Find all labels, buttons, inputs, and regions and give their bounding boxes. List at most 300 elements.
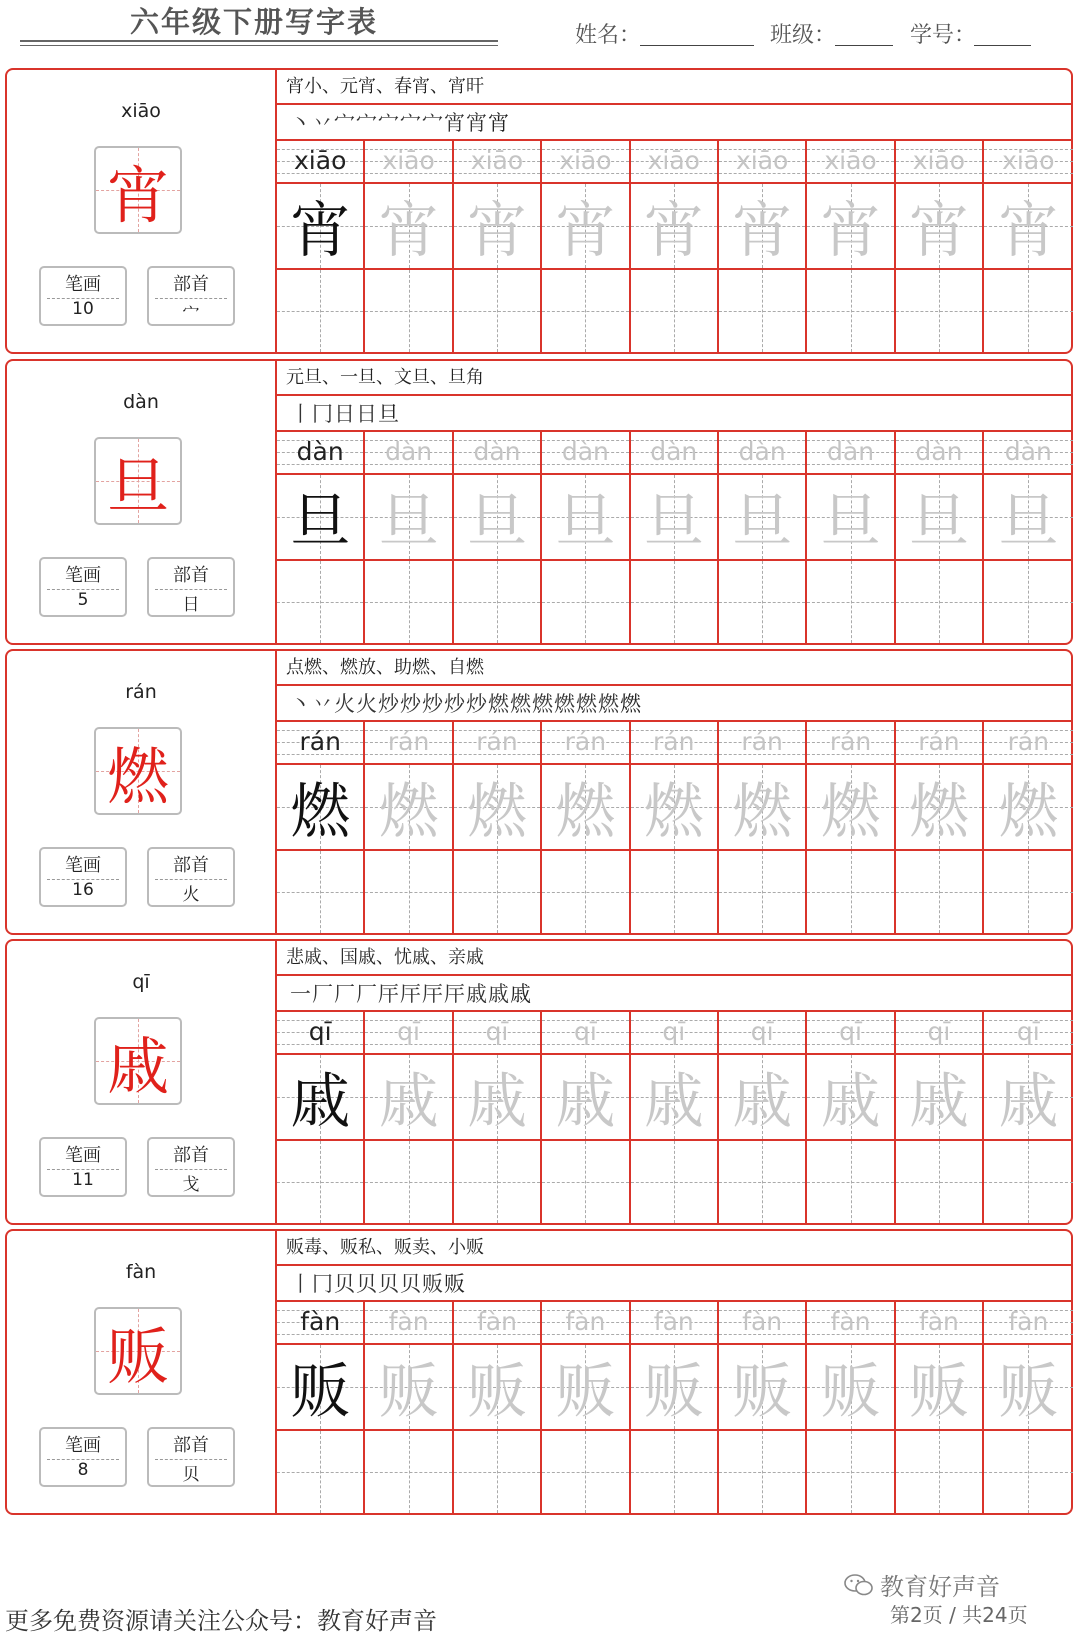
practice-cell[interactable] (631, 561, 719, 643)
char-text: 燃 (820, 777, 881, 847)
practice-cell[interactable] (719, 270, 807, 352)
stroke-step: 戚 (488, 982, 510, 1006)
pinyin-trace-cell[interactable] (807, 722, 895, 763)
char-trace-cell[interactable] (365, 475, 453, 559)
pinyin-text: rán (299, 727, 341, 756)
radical-value: 宀 (182, 304, 200, 324)
pinyin-trace-cell[interactable] (719, 1302, 807, 1343)
stroke-order (277, 1266, 1073, 1302)
pinyin-trace-cell[interactable] (807, 432, 895, 473)
pinyin-text: dàn (738, 437, 786, 466)
practice-cell[interactable] (542, 561, 630, 643)
pinyin-text: rán (653, 727, 695, 756)
char-trace-cell[interactable] (984, 1055, 1072, 1139)
stroke-step: 贝 (400, 1272, 422, 1296)
pinyin-trace-cell[interactable] (719, 1012, 807, 1053)
pinyin-text: rán (829, 727, 872, 756)
practice-cell[interactable] (631, 1431, 719, 1513)
char-trace-cell[interactable] (631, 475, 719, 559)
stroke-step: 丷 (312, 111, 334, 135)
pinyin-trace-cell[interactable] (365, 432, 453, 473)
char-trace-cell[interactable] (984, 1345, 1072, 1429)
pinyin-trace-cell[interactable] (896, 1302, 984, 1343)
char-trace-cell[interactable] (896, 1345, 984, 1429)
practice-cell[interactable] (365, 851, 453, 933)
pinyin-text: fàn (742, 1307, 783, 1336)
pinyin-text: xiāo (470, 146, 524, 175)
pinyin-text: rán (741, 727, 783, 756)
char-trace-cell[interactable] (719, 184, 807, 268)
pinyin-sample (277, 432, 365, 473)
radical-label: 部首 (173, 565, 209, 586)
stroke-step: 贝 (334, 1272, 356, 1296)
char-trace-cell[interactable] (984, 184, 1072, 268)
practice-cell[interactable] (365, 1431, 453, 1513)
practice-cell[interactable] (807, 1431, 895, 1513)
char-text: 贩 (998, 1357, 1059, 1427)
pinyin-text: xiāo (647, 146, 700, 175)
pinyin-sample (277, 141, 365, 182)
char-trace-cell[interactable] (631, 1055, 719, 1139)
stroke-step: 厈 (444, 982, 466, 1006)
char-text: 旦 (998, 487, 1059, 557)
char-trace-cell[interactable] (542, 1055, 630, 1139)
pinyin-trace-cell[interactable] (631, 1012, 719, 1053)
pinyin-text: xiāo (824, 146, 877, 175)
stroke-step: 厂 (356, 982, 378, 1006)
stroke-step: 燃 (532, 692, 554, 716)
practice-cell[interactable] (719, 1141, 807, 1223)
practice-cell[interactable] (984, 1431, 1072, 1513)
pinyin-trace-cell[interactable] (984, 722, 1072, 763)
practice-cell[interactable] (542, 270, 630, 352)
practice-cell[interactable] (984, 270, 1072, 352)
char-text: 旦 (466, 487, 527, 557)
stroke-step: 冂 (312, 1272, 334, 1296)
practice-cell[interactable] (365, 561, 453, 643)
practice-cell[interactable] (631, 851, 719, 933)
stroke-order (277, 396, 1073, 432)
pinyin-trace-cell[interactable] (542, 722, 630, 763)
char-text: 戚 (908, 1067, 969, 1137)
strokes-box (39, 1137, 127, 1197)
practice-cell[interactable] (454, 1141, 542, 1223)
practice-cell[interactable] (896, 561, 984, 643)
practice-cell[interactable] (454, 270, 542, 352)
char-text: 旦 (378, 487, 439, 557)
practice-cell[interactable] (719, 851, 807, 933)
pinyin-trace-cell[interactable] (719, 432, 807, 473)
trace-row (277, 475, 1073, 561)
brand-watermark (844, 1567, 1000, 1602)
char-trace-cell[interactable] (984, 765, 1072, 849)
char-text: 燃 (643, 777, 704, 847)
stroke-step: 一 (290, 982, 312, 1006)
char-text: 宵 (908, 196, 969, 266)
pinyin-text: xiāo (294, 146, 347, 175)
practice-cell[interactable] (365, 1141, 453, 1223)
stroke-step: 丷 (312, 692, 334, 716)
pinyin-text: fàn (476, 1307, 517, 1336)
char-text: 旦 (820, 487, 881, 557)
stroke-step: 贩 (422, 1272, 444, 1296)
pinyin-trace-cell[interactable] (542, 1012, 630, 1053)
char-text: 旦 (555, 487, 616, 557)
char-trace-cell[interactable] (454, 1345, 542, 1429)
pinyin-text: fàn (388, 1307, 429, 1336)
practice-cell[interactable] (277, 851, 365, 933)
char-trace-cell[interactable] (896, 1055, 984, 1139)
char-trace-cell[interactable] (542, 475, 630, 559)
char-trace-cell[interactable] (896, 184, 984, 268)
practice-panel (275, 70, 1071, 352)
char-text: 旦 (732, 487, 793, 557)
char-text: 旦 (643, 487, 704, 557)
pinyin-trace-cell[interactable] (896, 1012, 984, 1053)
practice-cell[interactable] (277, 561, 365, 643)
pinyin-text: fàn (653, 1307, 694, 1336)
practice-cell[interactable] (807, 851, 895, 933)
pinyin-text: qī (308, 1017, 332, 1046)
char-text: 宵 (998, 196, 1059, 266)
pinyin-trace-cell[interactable] (365, 722, 453, 763)
stroke-step-final: 旦 (378, 402, 400, 426)
char-text: 贩 (643, 1357, 704, 1427)
blank-row (277, 1141, 1073, 1223)
char-display (94, 1307, 182, 1395)
practice-cell[interactable] (896, 1141, 984, 1223)
pinyin-trace-cell[interactable] (896, 141, 984, 182)
number-field[interactable] (974, 45, 1031, 46)
pinyin-trace-cell[interactable] (365, 1302, 453, 1343)
radical-label: 部首 (173, 855, 209, 876)
stroke-step: 厂 (334, 982, 356, 1006)
pinyin-trace-cell[interactable] (542, 1302, 630, 1343)
pinyin-trace-cell[interactable] (631, 1302, 719, 1343)
practice-cell[interactable] (542, 851, 630, 933)
main-character: 宵 (106, 158, 169, 232)
stroke-order (277, 105, 1073, 141)
practice-cell[interactable] (896, 270, 984, 352)
stroke-step: 炒 (378, 692, 400, 716)
trace-row (277, 184, 1073, 270)
pinyin-text: qī (927, 1017, 951, 1046)
char-text: 戚 (378, 1067, 439, 1137)
brand-name: 教育好声音 (880, 1573, 1000, 1601)
pinyin-sample (277, 722, 365, 763)
stroke-step: 火 (334, 692, 356, 716)
char-text: 宵 (290, 196, 351, 266)
practice-cell[interactable] (719, 1431, 807, 1513)
char-trace-cell[interactable] (454, 184, 542, 268)
pinyin-trace-cell[interactable] (984, 1012, 1072, 1053)
char-trace-cell[interactable] (542, 1345, 630, 1429)
practice-cell[interactable] (542, 1141, 630, 1223)
pinyin-trace-cell[interactable] (365, 1012, 453, 1053)
pinyin-trace-cell[interactable] (719, 722, 807, 763)
stroke-step: 燃 (488, 692, 510, 716)
pinyin-trace-cell[interactable] (631, 722, 719, 763)
page-title: 六年级下册写字表 (130, 5, 379, 39)
stroke-step-final: 宵 (488, 111, 510, 135)
pinyin-sample (277, 1012, 365, 1053)
wechat-icon (844, 1573, 874, 1597)
practice-cell[interactable] (454, 1431, 542, 1513)
char-trace-cell[interactable] (631, 765, 719, 849)
pinyin-text: fàn (1008, 1307, 1049, 1336)
char-text: 戚 (466, 1067, 527, 1137)
char-text: 贩 (732, 1357, 793, 1427)
pinyin-trace-cell[interactable] (807, 141, 895, 182)
pinyin-trace-cell[interactable] (807, 1302, 895, 1343)
stroke-step: 宵 (466, 111, 488, 135)
practice-cell[interactable] (984, 1141, 1072, 1223)
practice-cell[interactable] (896, 1431, 984, 1513)
pinyin-text: dàn (827, 437, 875, 466)
char-display (94, 1017, 182, 1105)
practice-cell[interactable] (277, 1141, 365, 1223)
blank-row (277, 851, 1073, 933)
char-trace-cell[interactable] (454, 1055, 542, 1139)
char-sample (277, 1345, 365, 1429)
char-text: 旦 (290, 487, 351, 557)
pinyin-trace-cell[interactable] (365, 141, 453, 182)
stroke-step: 宀 (378, 111, 400, 135)
pinyin-row (277, 141, 1073, 184)
character-info (7, 361, 275, 643)
char-trace-cell[interactable] (896, 765, 984, 849)
stroke-step-final: 戚 (510, 982, 532, 1006)
char-text: 贩 (820, 1357, 881, 1427)
practice-cell[interactable] (984, 561, 1072, 643)
name-label: 姓名： (575, 23, 642, 48)
char-trace-cell[interactable] (896, 475, 984, 559)
blank-row (277, 561, 1073, 643)
stroke-step: 宀 (334, 111, 356, 135)
char-text: 燃 (466, 777, 527, 847)
pinyin-trace-cell[interactable] (984, 432, 1072, 473)
pinyin-text: xiāo (382, 146, 435, 175)
stroke-step: 燃 (510, 692, 532, 716)
practice-cell[interactable] (807, 561, 895, 643)
radical-value: 贝 (182, 1465, 200, 1485)
practice-cell[interactable] (984, 851, 1072, 933)
char-text: 贩 (555, 1357, 616, 1427)
char-trace-cell[interactable] (365, 184, 453, 268)
stroke-step: 贝 (356, 1272, 378, 1296)
stroke-step: 火 (356, 692, 378, 716)
char-trace-cell[interactable] (807, 1345, 895, 1429)
character-card (5, 939, 1073, 1225)
strokes-box (39, 266, 127, 326)
pinyin-trace-cell[interactable] (896, 722, 984, 763)
main-character: 燃 (106, 739, 169, 813)
character-info (7, 941, 275, 1223)
practice-cell[interactable] (454, 561, 542, 643)
pinyin-trace-cell[interactable] (542, 141, 630, 182)
pinyin-row (277, 432, 1073, 475)
pinyin-text: xiāo (735, 146, 789, 175)
stroke-step-final: 燃 (620, 692, 642, 716)
practice-cell[interactable] (807, 1141, 895, 1223)
char-trace-cell[interactable] (542, 765, 630, 849)
practice-cell[interactable] (896, 851, 984, 933)
practice-cell[interactable] (277, 1431, 365, 1513)
stroke-step: 燃 (576, 692, 598, 716)
strokes-label: 笔画 (65, 855, 101, 876)
stroke-step: 炒 (444, 692, 466, 716)
radical-value: 日 (182, 595, 200, 615)
stroke-step: 丶 (290, 111, 312, 135)
char-text: 燃 (378, 777, 439, 847)
char-trace-cell[interactable] (719, 1055, 807, 1139)
strokes-label: 笔画 (65, 1435, 101, 1456)
char-trace-cell[interactable] (631, 184, 719, 268)
practice-cell[interactable] (277, 270, 365, 352)
char-trace-cell[interactable] (365, 1345, 453, 1429)
stroke-step: 冂 (312, 402, 334, 426)
pinyin-label: rán (125, 681, 157, 703)
char-trace-cell[interactable] (807, 1055, 895, 1139)
stroke-step: 宀 (422, 111, 444, 135)
stroke-step: 燃 (598, 692, 620, 716)
char-trace-cell[interactable] (542, 184, 630, 268)
char-text: 宵 (555, 196, 616, 266)
char-trace-cell[interactable] (365, 765, 453, 849)
stroke-step: 炒 (466, 692, 488, 716)
pinyin-trace-cell[interactable] (719, 141, 807, 182)
radical-box (147, 1137, 235, 1197)
stroke-step: 丶 (290, 692, 312, 716)
pinyin-text: rán (476, 727, 518, 756)
radical-box (147, 1427, 235, 1487)
pinyin-text: dàn (473, 437, 521, 466)
char-trace-cell[interactable] (719, 765, 807, 849)
char-trace-cell[interactable] (807, 765, 895, 849)
char-sample (277, 1055, 365, 1139)
practice-panel (275, 941, 1071, 1223)
pinyin-trace-cell[interactable] (454, 141, 542, 182)
pinyin-text: rán (564, 727, 607, 756)
stroke-step: 厈 (378, 982, 400, 1006)
pinyin-trace-cell[interactable] (454, 722, 542, 763)
example-words: 点燃、燃放、助燃、自燃 (277, 651, 1073, 686)
blank-row (277, 270, 1073, 352)
practice-cell[interactable] (631, 1141, 719, 1223)
char-trace-cell[interactable] (719, 475, 807, 559)
main-character: 旦 (106, 449, 169, 523)
radical-value: 戈 (182, 1175, 200, 1195)
stroke-step: 炒 (422, 692, 444, 716)
char-trace-cell[interactable] (807, 184, 895, 268)
pinyin-text: xiāo (559, 146, 612, 175)
example-words: 贩毒、贩私、贩卖、小贩 (277, 1231, 1073, 1266)
strokes-box (39, 1427, 127, 1487)
stroke-step: 日 (356, 402, 378, 426)
char-trace-cell[interactable] (365, 1055, 453, 1139)
stroke-step: 戚 (466, 982, 488, 1006)
char-trace-cell[interactable] (807, 475, 895, 559)
pinyin-text: fàn (918, 1307, 959, 1336)
pinyin-text: rán (1007, 727, 1050, 756)
pinyin-trace-cell[interactable] (542, 432, 630, 473)
practice-panel (275, 361, 1071, 643)
char-text: 贩 (908, 1357, 969, 1427)
radical-box (147, 557, 235, 617)
pinyin-text: qī (397, 1017, 420, 1046)
trace-row (277, 765, 1073, 851)
char-text: 宵 (732, 196, 793, 266)
stroke-order (277, 976, 1073, 1012)
strokes-count: 10 (72, 299, 94, 319)
char-text: 燃 (555, 777, 616, 847)
main-character: 戚 (106, 1029, 169, 1103)
pinyin-trace-cell[interactable] (807, 1012, 895, 1053)
pinyin-trace-cell[interactable] (454, 1302, 542, 1343)
char-trace-cell[interactable] (984, 475, 1072, 559)
name-field[interactable] (640, 45, 754, 46)
stroke-step: 日 (334, 402, 356, 426)
pinyin-trace-cell[interactable] (631, 432, 719, 473)
pinyin-trace-cell[interactable] (896, 432, 984, 473)
char-text: 燃 (908, 777, 969, 847)
class-label: 班级： (770, 23, 837, 48)
stroke-step: 宀 (356, 111, 378, 135)
stroke-step: 宀 (400, 111, 422, 135)
char-text: 戚 (732, 1067, 793, 1137)
practice-cell[interactable] (719, 561, 807, 643)
pinyin-label: qī (132, 971, 150, 993)
pinyin-trace-cell[interactable] (454, 1012, 542, 1053)
char-display (94, 146, 182, 234)
pinyin-trace-cell[interactable] (984, 1302, 1072, 1343)
pinyin-row (277, 722, 1073, 765)
char-trace-cell[interactable] (454, 765, 542, 849)
radical-label: 部首 (173, 1145, 209, 1166)
class-field[interactable] (835, 45, 893, 46)
stroke-step: 宵 (444, 111, 466, 135)
radical-label: 部首 (173, 1435, 209, 1456)
char-trace-cell[interactable] (719, 1345, 807, 1429)
pinyin-text: dàn (296, 437, 344, 466)
practice-panel (275, 1231, 1071, 1513)
character-card (5, 649, 1073, 935)
pinyin-text: dàn (1004, 437, 1052, 466)
pinyin-trace-cell[interactable] (984, 141, 1072, 182)
strokes-label: 笔画 (65, 1145, 101, 1166)
practice-cell[interactable] (365, 270, 453, 352)
stroke-step: 厂 (312, 982, 334, 1006)
pinyin-text: qī (750, 1017, 774, 1046)
pinyin-sample (277, 1302, 365, 1343)
char-trace-cell[interactable] (454, 475, 542, 559)
pinyin-text: qī (839, 1017, 862, 1046)
stroke-order (277, 686, 1073, 722)
strokes-count: 8 (77, 1460, 89, 1480)
char-trace-cell[interactable] (631, 1345, 719, 1429)
pinyin-trace-cell[interactable] (631, 141, 719, 182)
practice-cell[interactable] (454, 851, 542, 933)
pinyin-trace-cell[interactable] (454, 432, 542, 473)
example-words: 元旦、一旦、文旦、旦角 (277, 361, 1073, 396)
practice-cell[interactable] (807, 270, 895, 352)
char-text: 燃 (998, 777, 1059, 847)
char-text: 贩 (466, 1357, 527, 1427)
character-info (7, 1231, 275, 1513)
pinyin-text: rán (387, 727, 430, 756)
practice-cell[interactable] (542, 1431, 630, 1513)
practice-cell[interactable] (631, 270, 719, 352)
